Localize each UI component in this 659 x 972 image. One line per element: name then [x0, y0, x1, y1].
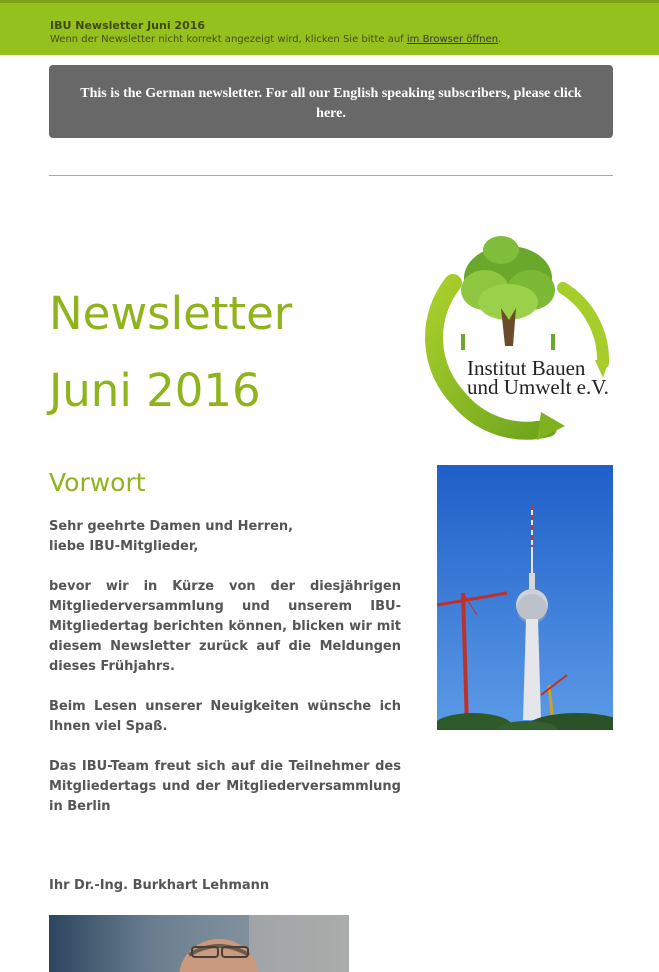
logo-text-line2: und Umwelt e.V. [467, 375, 609, 399]
newsletter-title: Newsletter [49, 287, 293, 340]
preheader-notice-end: . [498, 34, 502, 45]
salutation-line2: liebe IBU-Mitglieder, [49, 539, 199, 554]
preheader-notice [50, 34, 501, 45]
berlin-tv-tower-photo [437, 465, 613, 730]
intro-paragraph-1: bevor wir in Kürze von der diesjährigen Mitgliederversammlung und unserem IBU-Mitgliedertag berichten können, blicken wir mit diesem Newsletter zurück auf die Meldungen dieses Frühjahrs. [49, 579, 401, 674]
preheader-title: IBU Newsletter Juni 2016 [50, 19, 206, 32]
intro-paragraph-3: Das IBU-Team freut sich auf die Teilnehmer des Mitgliedertags und der Mitgliederversammlung in Berlin [49, 759, 401, 814]
preheader-bar [0, 0, 659, 55]
newsletter-date: Juni 2016 [49, 364, 261, 417]
logo-text-line1: Institut Bauen [467, 356, 586, 380]
author-portrait-photo [49, 915, 349, 972]
intro-paragraph-2: Beim Lesen unserer Neuigkeiten wünsche ich Ihnen viel Spaß. [49, 699, 401, 734]
divider [49, 175, 613, 176]
english-version-button[interactable]: This is the German newsletter. For all our English speaking subscribers, please click here. [49, 65, 613, 138]
salutation [49, 517, 401, 557]
salutation-line1: Sehr geehrte Damen und Herren, [49, 519, 294, 534]
ibu-logo [413, 228, 613, 440]
preheader-notice-text: Wenn der Newsletter nicht korrekt angezeigt wird, klicken Sie bitte auf [50, 34, 407, 45]
signature: Ihr Dr.-Ing. Burkhart Lehmann [49, 878, 270, 893]
open-in-browser-link[interactable]: im Browser öffnen [406, 34, 499, 45]
section-heading-vorwort: Vorwort [49, 468, 146, 497]
